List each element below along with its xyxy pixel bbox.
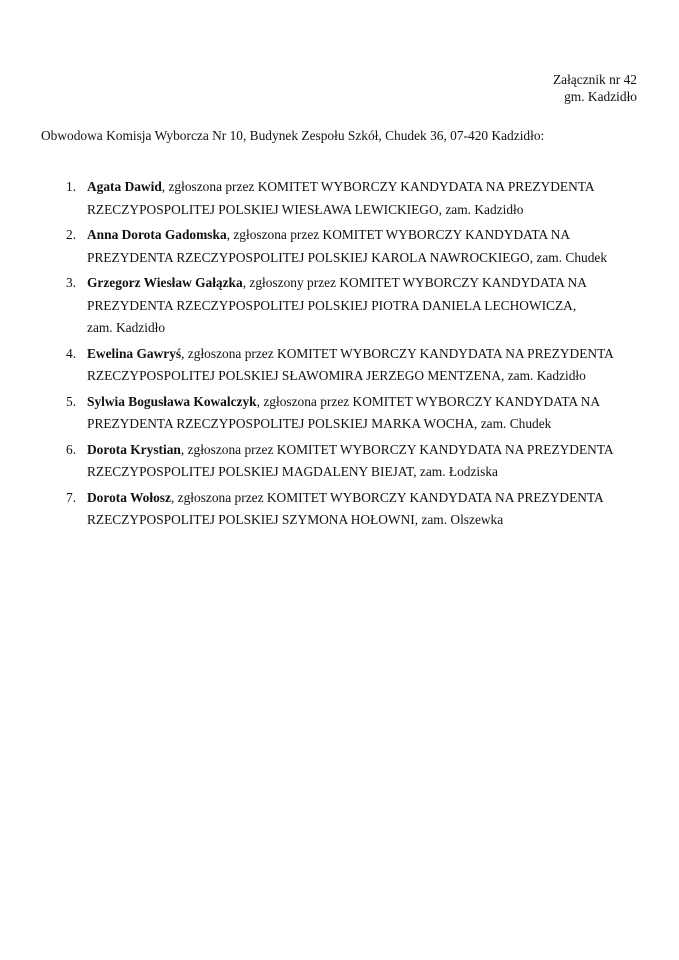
member-item	[0, 224, 679, 269]
member-item	[0, 439, 679, 484]
member-number: 3.	[66, 275, 77, 290]
member-item	[0, 487, 679, 532]
member-number: 7.	[66, 489, 77, 505]
member-item	[0, 343, 679, 388]
attachment-header	[553, 71, 637, 105]
member-detail: , zgłoszony przez KOMITET WYBORCZY KANDYDATA NA	[242, 275, 587, 290]
attachment-number: Załącznik nr 42	[552, 72, 637, 87]
member-name: Dorota Krystian	[87, 441, 181, 457]
member-name: Sylwia Bogusława Kowalczyk	[87, 393, 257, 409]
member-detail: , zgłoszona przez KOMITET WYBORCZY KANDYDATA NA PREZYDENTA	[181, 345, 614, 361]
member-item	[0, 391, 679, 436]
member-name: Dorota Wołosz	[87, 489, 171, 505]
municipality: gm. Kadzidło	[564, 89, 637, 104]
member-name: Agata Dawid	[87, 179, 162, 194]
member-name: Ewelina Gawryś	[87, 345, 182, 361]
member-name: Grzegorz Wiesław Gałązka	[87, 275, 243, 290]
member-number: 6.	[66, 441, 77, 457]
member-detail: zam. Kadzidło	[87, 320, 166, 335]
member-detail: PREZYDENTA RZECZYPOSPOLITEJ POLSKIEJ KAROLA NAWROCKIEGO, zam. Chudek	[87, 249, 608, 265]
member-name: Anna Dorota Gadomska	[87, 227, 227, 242]
member-detail: , zgłoszona przez KOMITET WYBORCZY KANDYDATA NA PREZYDENTA	[180, 441, 614, 457]
member-detail: , zgłoszona przez KOMITET WYBORCZY KANDYDATA NA PREZYDENTA	[170, 489, 604, 505]
member-detail: RZECZYPOSPOLITEJ POLSKIEJ MAGDALENY BIEJAT, zam. Łodziska	[87, 464, 498, 479]
member-detail: RZECZYPOSPOLITEJ POLSKIEJ SŁAWOMIRA JERZEGO MENTZENA, zam. Kadzidło	[87, 368, 586, 383]
member-detail: PREZYDENTA RZECZYPOSPOLITEJ POLSKIEJ MARKA WOCHA, zam. Chudek	[87, 416, 552, 431]
member-detail: , zgłoszona przez KOMITET WYBORCZY KANDYDATA NA PREZYDENTA	[161, 179, 595, 194]
member-detail: PREZYDENTA RZECZYPOSPOLITEJ POLSKIEJ PIOTRA DANIELA LECHOWICZA,	[87, 297, 577, 313]
member-item	[0, 272, 679, 340]
member-list	[0, 176, 679, 535]
member-item	[0, 176, 679, 221]
member-number: 2.	[66, 227, 77, 242]
member-detail: , zgłoszona przez KOMITET WYBORCZY KANDYDATA NA	[256, 393, 601, 409]
member-detail: RZECZYPOSPOLITEJ POLSKIEJ WIESŁAWA LEWICKIEGO, zam. Kadzidło	[87, 201, 524, 217]
member-number: 4.	[66, 345, 77, 361]
member-detail: RZECZYPOSPOLITEJ POLSKIEJ SZYMONA HOŁOWNI, zam. Olszewka	[87, 512, 504, 527]
member-number: 5.	[66, 393, 77, 409]
member-detail: , zgłoszona przez KOMITET WYBORCZY KANDYDATA NA	[226, 227, 571, 242]
committee-title: Obwodowa Komisja Wyborcza Nr 10, Budynek Zespołu Szkół, Chudek 36, 07-420 Kadzidło:	[41, 128, 545, 143]
member-number: 1.	[66, 179, 77, 194]
